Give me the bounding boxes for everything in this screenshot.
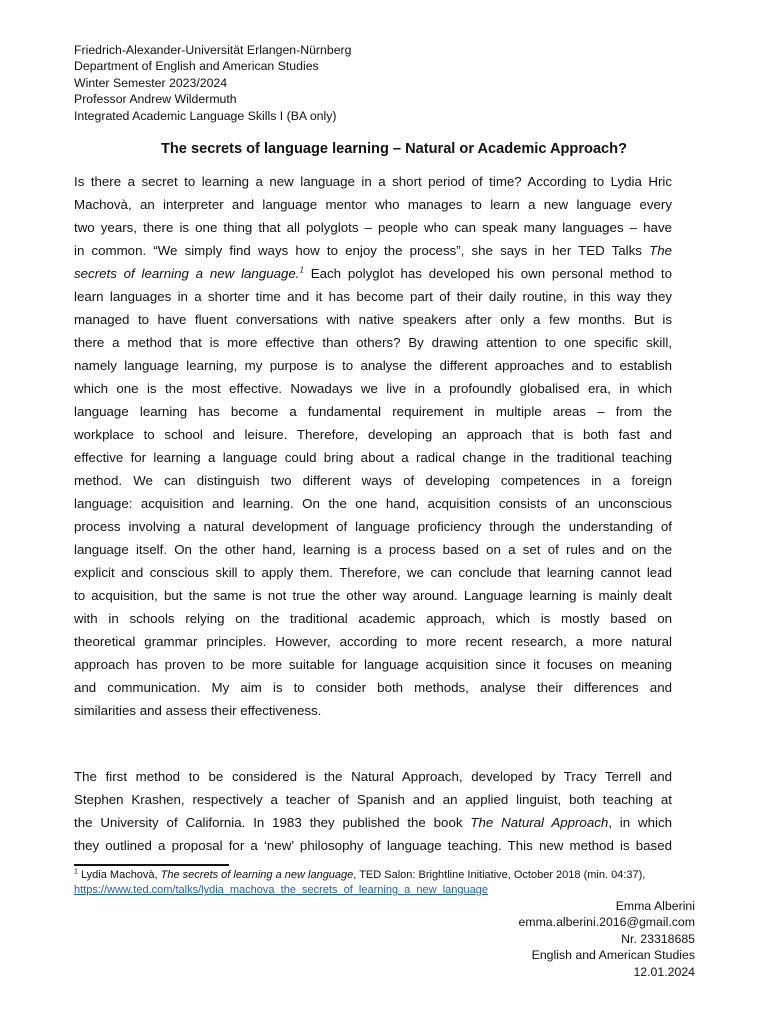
text-line: The first method to be considered is the Natural Approach, developed by Tracy Terrell and [74, 769, 672, 784]
text-line: effective for learning a language could bring about a radical change in the traditional teaching [74, 450, 672, 465]
essay-title: The secrets of language learning – Natural or Academic Approach? [160, 141, 628, 157]
footnote-url-link[interactable]: https://www.ted.com/talks/lydia_machova_the_secrets_of_learning_a_new_language [74, 884, 488, 896]
text-line: similarities and assess their effectiveness. [74, 703, 322, 718]
text-line: language itself. On the other hand, learning is a process based on a set of rules and on the [74, 542, 672, 557]
text-line: managed to have fluent conversations with native speakers after only a few months. But is [74, 312, 672, 327]
text-line: two years, there is one thing that all polyglots – people who can speak many languages – have [74, 220, 672, 235]
professor-name: Professor Andrew Wildermuth [74, 92, 237, 107]
text-line: explicit and conscious skill to apply them. Therefore, we can conclude that learning cannot lead [74, 565, 672, 580]
university-name: Friedrich-Alexander-Universität Erlangen-Nürnberg [74, 43, 352, 57]
text-line: method. We can distinguish two different ways of developing competences in a foreign [74, 473, 672, 488]
text-line: Stephen Krashen, respectively a teacher of Spanish and an applied linguist, both teaching at [74, 792, 672, 807]
text-line: there a method that is more effective than others? By drawing attention to one specific skill, [74, 335, 672, 350]
text-line: Is there a secret to learning a new language in a short period of time? According to Lydia Hric [74, 174, 672, 189]
paragraph-natural-approach [74, 765, 672, 857]
semester: Winter Semester 2023/2024 [74, 75, 228, 90]
footnote-number: 1 [74, 868, 78, 876]
footnote-separator [74, 864, 229, 866]
paragraph-introduction [74, 170, 672, 722]
footnote [74, 868, 694, 898]
text-line: in common. “We simply find ways how to enjoy the process”, she says in her TED Talks The [74, 243, 672, 258]
student-number: Nr. 23318685 [621, 931, 695, 946]
book-title-italic: The Natural Approach [470, 815, 609, 830]
text-line: the University of California. In 1983 they published the book The Natural Approach, in which [74, 815, 673, 830]
text-line: and communication. My aim is to consider both methods, analyse their differences and [74, 680, 672, 695]
footnote-title-italic: The secrets of learning a new language [160, 869, 354, 881]
text-line: theoretical grammar principles. However, according to more recent research, a more natural [74, 634, 672, 649]
text-line: learn languages in a shorter time and it has become part of their daily routine, in this way they [74, 289, 672, 304]
text-line: which one is the most effective. Nowadays we live in a profoundly globalised era, in which [74, 381, 672, 396]
author-signature [518, 898, 695, 980]
text-line: to acquisition, but the same is not true the other way around. Language learning is mainly dealt [74, 588, 672, 603]
submission-date: 12.01.2024 [633, 964, 695, 979]
document-header [74, 42, 351, 124]
text-line: with in schools relying on the traditional academic approach, which is mostly based on [74, 611, 672, 626]
text-line: Machovà, an interpreter and language mentor who manages to learn a new language every [74, 197, 672, 212]
talk-title-italic: The [649, 243, 672, 258]
text-line: they outlined a proposal for a ‘new’ philosophy of language teaching. This new method is based [74, 838, 672, 853]
text-line: language learning has become a fundamental requirement in multiple areas – from the [74, 404, 672, 419]
talk-title-italic: secrets of learning a new language. [74, 266, 300, 281]
course-name: Integrated Academic Language Skills I (BA only) [74, 108, 337, 123]
text-line: language: acquisition and learning. On the one hand, acquisition consists of an unconscious [74, 496, 672, 511]
text-line: namely language learning, my purpose is to analyse the different approaches and to establish [74, 358, 672, 373]
text-line: approach has proven to be more suitable for language acquisition since it focuses on meaning [74, 657, 672, 672]
footnote-reference[interactable]: 1 [299, 265, 304, 275]
author-name: Emma Alberini [615, 899, 695, 913]
text-line: secrets of learning a new language.$^1$ Each polyglot has developed his own personal method to [74, 265, 672, 281]
text-line: process involving a natural development of language proficiency through the understanding of [74, 519, 672, 534]
study-program: English and American Studies [531, 948, 695, 963]
author-email: emma.alberini.2016@gmail.com [518, 915, 695, 930]
department-name: Department of English and American Studies [74, 59, 319, 74]
text-line: workplace to school and leisure. Therefore, developing an approach that is both fast and [74, 427, 672, 442]
footnote-citation: $^1$ Lydia Machovà, The secrets of learning a new language, TED Salon: Brightline Initiative, October 2018 (min. 04:37), [74, 868, 646, 881]
